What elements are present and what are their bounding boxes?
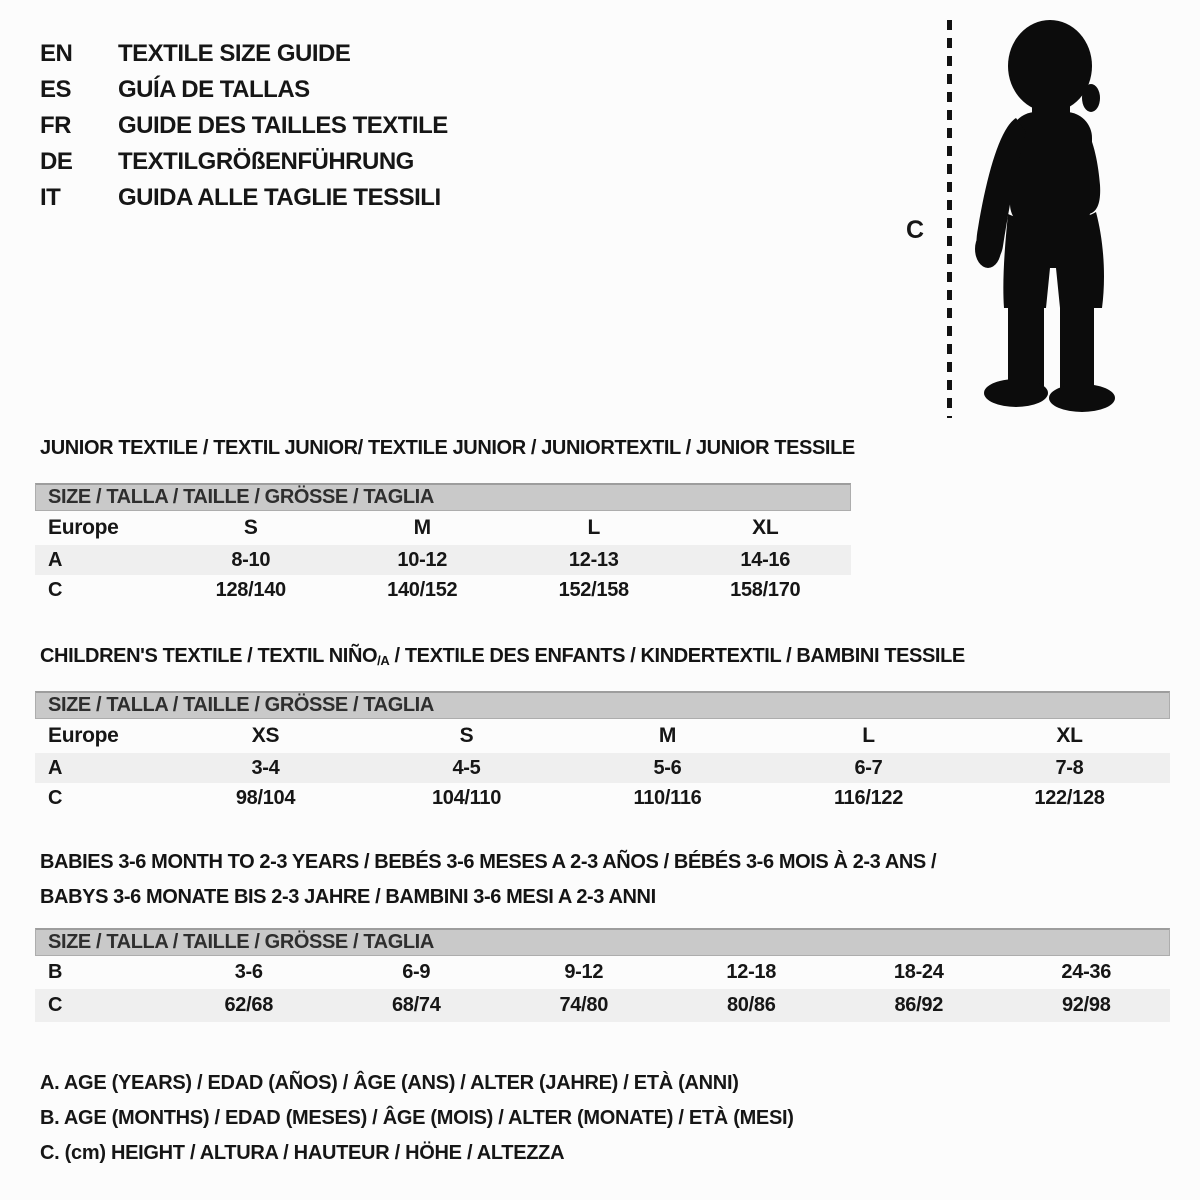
guide-title-fr: GUIDE DES TAILLES TEXTILE xyxy=(118,112,448,139)
children-row-age xyxy=(35,753,1170,783)
measurement-legend xyxy=(40,1072,794,1177)
children-row-height xyxy=(35,783,1170,813)
cell-value: 8-10 xyxy=(231,548,271,571)
language-row-it xyxy=(40,180,448,216)
size-column: XL xyxy=(1056,724,1083,747)
language-code: IT xyxy=(40,184,61,211)
legend-line-b: B. AGE (MONTHS) / EDAD (MESES) / ÂGE (MOIS) / ALTER (MONATE) / ETÀ (MESI) xyxy=(40,1107,794,1129)
toddler-silhouette-icon xyxy=(958,16,1138,418)
language-title-list xyxy=(40,36,448,216)
children-column-header-row xyxy=(35,719,1170,753)
size-column: S xyxy=(459,724,474,747)
cell-value: 98/104 xyxy=(235,786,296,809)
row-label: A xyxy=(48,548,63,571)
cell-value: 74/80 xyxy=(559,994,609,1016)
cell-value: 7-8 xyxy=(1055,756,1084,779)
cell-value: 140/152 xyxy=(387,578,458,601)
cell-value: 14-16 xyxy=(740,548,791,571)
language-row-en xyxy=(40,36,448,72)
row-label: C xyxy=(48,578,63,601)
babies-row-height xyxy=(35,989,1170,1022)
size-column: M xyxy=(413,516,431,539)
cell-value: 9-12 xyxy=(564,961,604,983)
guide-title-de: TEXTILGRÖßENFÜHRUNG xyxy=(118,148,414,175)
guide-title-es: GUÍA DE TALLAS xyxy=(118,76,310,103)
region-label: Europe xyxy=(48,516,119,539)
junior-row-height xyxy=(35,575,851,605)
row-label: C xyxy=(48,994,63,1016)
cell-value: 18-24 xyxy=(893,961,944,983)
cell-value: 4-5 xyxy=(452,756,481,779)
size-column: XL xyxy=(752,516,779,539)
cell-value: 5-6 xyxy=(653,756,682,779)
children-title-suffix: / TEXTILE DES ENFANTS / KINDERTEXTIL / BAMBINI TESSILE xyxy=(389,645,965,667)
children-size-header-bar xyxy=(35,691,1170,719)
size-column: XS xyxy=(251,724,280,747)
guide-title-en: TEXTILE SIZE GUIDE xyxy=(118,40,351,67)
size-column: L xyxy=(862,724,875,747)
babies-section-title xyxy=(40,845,936,915)
cell-value: 62/68 xyxy=(224,994,274,1016)
junior-row-age xyxy=(35,545,851,575)
children-title-small: /A xyxy=(377,653,390,668)
cell-value: 6-7 xyxy=(854,756,883,779)
language-row-de xyxy=(40,144,448,180)
babies-size-table xyxy=(35,928,1170,1022)
legend-line-c: C. (cm) HEIGHT / ALTURA / HAUTEUR / HÖHE / ALTEZZA xyxy=(40,1142,565,1164)
junior-column-header-row xyxy=(35,511,851,545)
babies-size-header-bar xyxy=(35,928,1170,956)
children-title-prefix: CHILDREN'S TEXTILE / TEXTIL NIÑO xyxy=(40,645,378,667)
cell-value: 152/158 xyxy=(558,578,629,601)
region-label: Europe xyxy=(48,724,119,747)
cell-value: 24-36 xyxy=(1061,961,1112,983)
cell-value: 12-13 xyxy=(568,548,619,571)
language-row-es xyxy=(40,72,448,108)
cell-value: 80/86 xyxy=(726,994,776,1016)
language-code: EN xyxy=(40,40,73,67)
language-code: FR xyxy=(40,112,71,139)
height-dashed-line xyxy=(947,20,952,418)
size-column: S xyxy=(243,516,258,539)
size-header-label: SIZE / TALLA / TAILLE / GRÖSSE / TAGLIA xyxy=(48,931,434,953)
guide-title-it: GUIDA ALLE TAGLIE TESSILI xyxy=(118,184,441,211)
cell-value: 10-12 xyxy=(397,548,448,571)
cell-value: 68/74 xyxy=(391,994,441,1016)
cell-value: 6-9 xyxy=(402,961,431,983)
cell-value: 122/128 xyxy=(1034,786,1105,809)
size-column: L xyxy=(587,516,601,539)
size-header-label: SIZE / TALLA / TAILLE / GRÖSSE / TAGLIA xyxy=(48,486,434,508)
junior-size-header-bar xyxy=(35,483,851,511)
children-section-title xyxy=(40,645,965,668)
language-code: DE xyxy=(40,148,73,175)
babies-title-line2: BABYS 3-6 MONATE BIS 2-3 JAHRE / BAMBINI 3-6 MESI A 2-3 ANNI xyxy=(40,886,656,908)
cell-value: 104/110 xyxy=(431,786,502,809)
row-label: A xyxy=(48,756,63,779)
babies-row-months xyxy=(35,956,1170,989)
cell-value: 116/122 xyxy=(833,786,904,809)
language-code: ES xyxy=(40,76,72,103)
cell-value: 110/116 xyxy=(633,786,702,809)
row-label: B xyxy=(48,961,63,983)
cell-value: 3-4 xyxy=(251,756,280,779)
size-column: M xyxy=(658,724,677,747)
junior-section-title: JUNIOR TEXTILE / TEXTIL JUNIOR/ TEXTILE JUNIOR / JUNIORTEXTIL / JUNIOR TESSILE xyxy=(40,437,855,459)
children-size-table xyxy=(35,691,1170,813)
height-measure-label: C xyxy=(906,216,925,244)
cell-value: 3-6 xyxy=(234,961,263,983)
babies-title-line1: BABIES 3-6 MONTH TO 2-3 YEARS / BEBÉS 3-6 MESES A 2-3 AÑOS / BÉBÉS 3-6 MOIS À 2-3 ANS / xyxy=(40,851,937,873)
size-header-label: SIZE / TALLA / TAILLE / GRÖSSE / TAGLIA xyxy=(48,694,434,716)
legend-line-a: A. AGE (YEARS) / EDAD (AÑOS) / ÂGE (ANS) / ALTER (JAHRE) / ETÀ (ANNI) xyxy=(40,1072,739,1094)
language-row-fr xyxy=(40,108,448,144)
cell-value: 92/98 xyxy=(1061,994,1111,1016)
cell-value: 128/140 xyxy=(215,578,286,601)
junior-size-table xyxy=(35,483,851,605)
row-label: C xyxy=(48,786,63,809)
cell-value: 86/92 xyxy=(894,994,944,1016)
cell-value: 158/170 xyxy=(730,578,801,601)
cell-value: 12-18 xyxy=(726,961,777,983)
